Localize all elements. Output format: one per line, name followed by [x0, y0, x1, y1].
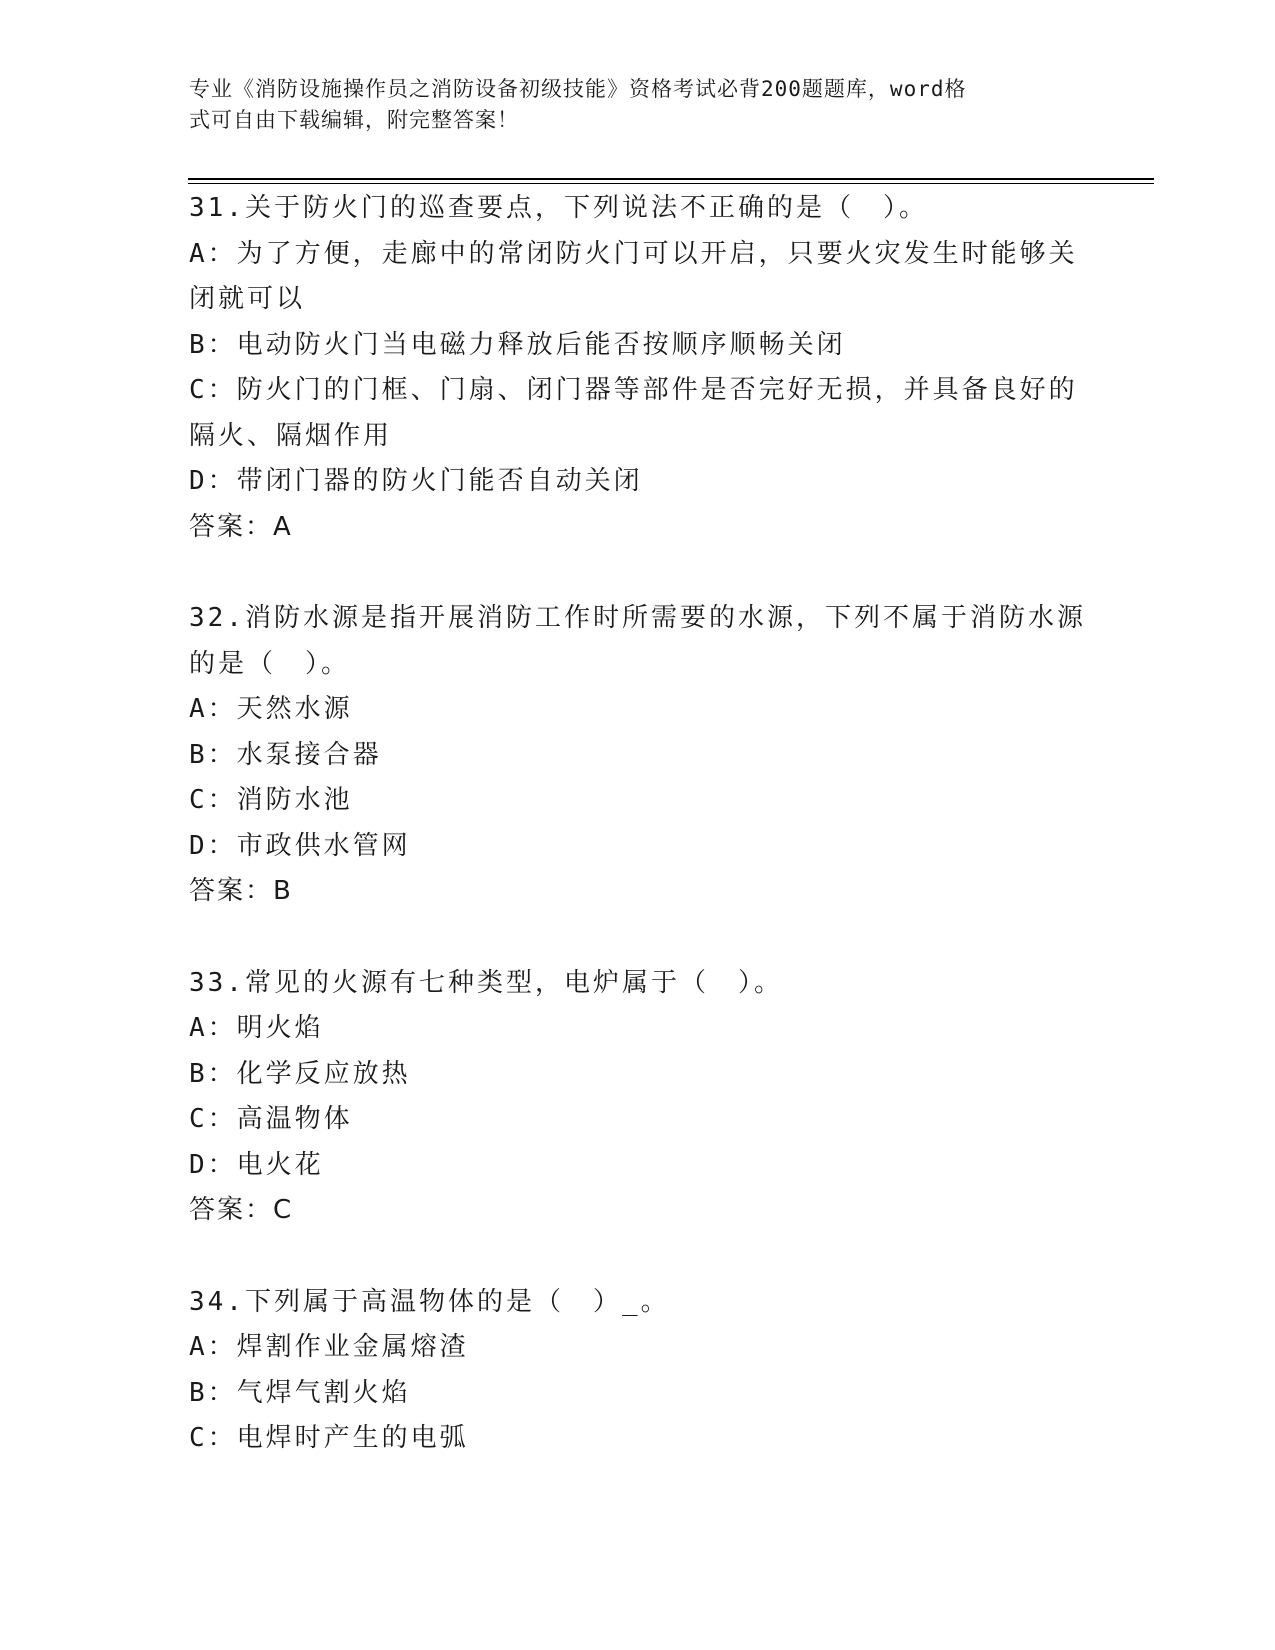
option-b: B：水泵接合器 — [189, 739, 382, 770]
option-c: C：防火门的门框、门扇、闭门器等部件是否完好无损，并具备良好的 — [189, 375, 1078, 405]
header-line-1: 专业《消防设施操作员之消防设备初级技能》资格考试必背200题题库，word格 — [189, 77, 967, 101]
answer-label: 答案：A — [189, 511, 293, 542]
option-c: C：高温物体 — [189, 1104, 353, 1134]
header-divider-thin — [188, 183, 1154, 184]
option-d: D：电火花 — [189, 1149, 324, 1180]
answer-label: 答案：B — [189, 876, 293, 906]
answer-label: 答案：C — [189, 1195, 294, 1225]
question-stem: 32.消防水源是指开展消防工作时所需要的水源，下列不属于消防水源 — [189, 603, 1086, 633]
question-item — [189, 186, 1089, 550]
question-stem: 33.常见的火源有七种类型，电炉属于（ ）。 — [189, 967, 783, 998]
question-item — [189, 1280, 1089, 1462]
option-a: A：明火焰 — [189, 1013, 324, 1043]
option-c: C：消防水池 — [189, 785, 353, 815]
question-stem: 34.下列属于高温物体的是（ ）_。 — [189, 1286, 670, 1317]
option-c: C：电焊时产生的电弧 — [189, 1423, 469, 1453]
question-item — [189, 596, 1089, 915]
option-b: B：化学反应放热 — [189, 1058, 411, 1089]
option-c: 隔火、隔烟作用 — [189, 420, 393, 451]
option-b: B：电动防火门当电磁力释放后能否按顺序顺畅关闭 — [189, 329, 846, 360]
option-d: D：市政供水管网 — [189, 830, 411, 861]
option-b: B：气焊气割火焰 — [189, 1377, 411, 1408]
question-item — [189, 961, 1089, 1234]
question-stem: 31.关于防火门的巡查要点，下列说法不正确的是（ ）。 — [189, 193, 928, 223]
question-list — [189, 186, 1089, 1508]
option-a: A：天然水源 — [189, 694, 353, 724]
option-a: A：焊割作业金属熔渣 — [189, 1332, 469, 1362]
option-d: D：带闭门器的防火门能否自动关闭 — [189, 466, 643, 496]
option-a: 闭就可以 — [189, 284, 306, 314]
option-a: A：为了方便，走廊中的常闭防火门可以开启，只要火灾发生时能够关 — [189, 238, 1078, 269]
header-line-2: 式可自由下载编辑，附完整答案！ — [189, 108, 519, 132]
question-stem: 的是（ ）。 — [189, 648, 351, 679]
document-header — [189, 74, 1069, 136]
header-divider — [188, 178, 1154, 180]
